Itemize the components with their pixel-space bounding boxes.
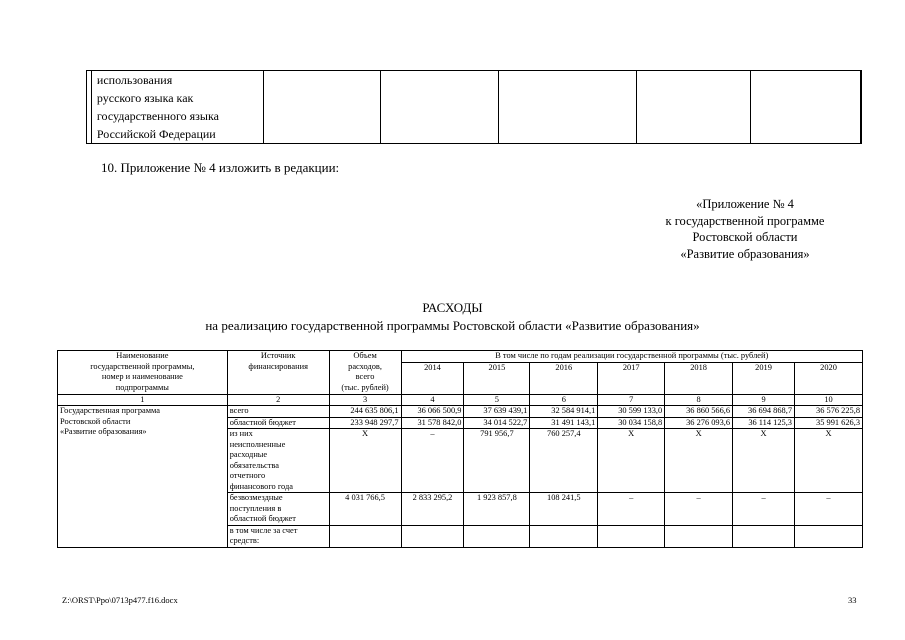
value-cell: Х [665,429,733,493]
table-cell [636,71,751,144]
header-text-line: номер и наименование [101,372,183,381]
appendix-line: к государственной программе [665,213,825,228]
previous-table-fragment [86,70,862,144]
header-text-line: всего [355,372,375,381]
table-cell [498,71,636,144]
table-cell [751,71,861,144]
value-cell [401,525,464,547]
value-cell: Х [598,429,665,493]
cell-text-line: использования [96,73,173,87]
table-cell [861,71,862,144]
header-text-line: расходов, [348,361,382,371]
column-number-cell: 6 [530,394,598,406]
value-cell: 1 923 857,8 [464,493,530,526]
source-cell: всего [227,406,329,418]
header-year-cell: 2019 [733,362,795,394]
source-text-line: обязательства [229,460,279,470]
value-cell [464,525,530,547]
value-cell [665,525,733,547]
value-cell: 36 576 225,8 [795,406,863,418]
header-text-line: Объем [353,351,377,360]
column-numbers-row [58,394,863,406]
total-cell: 4 031 766,5 [329,493,401,526]
document-title: РАСХОДЫ [422,300,483,315]
value-cell: 31 491 143,1 [530,417,598,429]
table-cell [263,71,380,144]
program-name-cell [58,406,228,548]
header-row [58,351,863,363]
document-subtitle: на реализацию государственной программы Ростовской области «Развитие образования» [205,318,700,333]
header-text-line: государственной программы, [90,361,195,371]
source-text-line: финансового года [229,481,293,491]
header-source-cell [227,351,329,395]
footer-file-path: Z:\ORST\Ppo\0713p477.f16.docx [62,595,178,605]
table-cell-name [91,71,263,144]
header-volume-cell [329,351,401,395]
column-number-cell: 8 [665,394,733,406]
value-cell: – [795,493,863,526]
column-number-cell: 2 [227,394,329,406]
source-text-line: в том числе за счет [229,525,298,535]
column-number-cell: 5 [464,394,530,406]
source-text-line: поступления в [229,503,282,513]
value-cell: 36 860 566,6 [665,406,733,418]
header-year-cell: 2018 [665,362,733,394]
source-text-line: расходные [229,450,268,459]
value-cell: 2 833 295,2 [401,493,464,526]
column-number-cell: 7 [598,394,665,406]
appendix-line: «Развитие образования» [680,246,810,261]
total-cell [329,525,401,547]
source-cell: областной бюджет [227,417,329,429]
header-years-caption: В том числе по годам реализации государственной программы (тыс. рублей) [401,351,863,363]
value-cell: Х [733,429,795,493]
value-cell: 35 991 626,3 [795,417,863,429]
header-year-cell: 2015 [464,362,530,394]
header-year-cell: 2017 [598,362,665,394]
header-year-cell: 2020 [795,362,863,394]
value-cell: – [401,429,464,493]
value-cell: 791 956,7 [464,429,530,493]
header-text-line: подпрограммы [115,382,169,392]
table-row [58,406,863,418]
total-cell: 233 948 297,7 [329,417,401,429]
column-number-cell: 10 [795,394,863,406]
value-cell: 36 066 500,9 [401,406,464,418]
value-cell: 36 114 125,3 [733,417,795,429]
header-year-cell: 2016 [530,362,598,394]
source-text-line: областной бюджет [229,514,296,523]
value-cell: 34 014 522,7 [464,417,530,429]
value-cell: 760 257,4 [530,429,598,493]
source-text-line: из них [229,429,253,438]
source-text-line: неисполненные [229,439,286,449]
header-year-cell: 2014 [401,362,464,394]
value-cell: 37 639 439,1 [464,406,530,418]
appendix-line: Ростовской области [692,230,798,244]
cell-text-line: русского языка как [96,91,194,105]
value-cell: 32 584 914,1 [530,406,598,418]
source-text-line: средств: [229,536,260,545]
header-text-line: Наименование [116,351,169,360]
column-number-cell: 3 [329,394,401,406]
program-name-line: Государственная программа [60,406,161,415]
source-cell [227,493,329,526]
table-cell [381,71,498,144]
header-text-line: финансирования [248,361,308,371]
value-cell: Х [795,429,863,493]
header-text-line: Источник [260,351,296,360]
appendix-line: «Приложение № 4 [696,197,794,211]
source-cell [227,429,329,493]
column-number-cell: 4 [401,394,464,406]
value-cell [733,525,795,547]
header-name-cell [58,351,228,395]
value-cell: 36 694 868,7 [733,406,795,418]
value-cell: 30 599 133,0 [598,406,665,418]
program-name-line: Ростовской области [60,416,131,426]
value-cell: – [733,493,795,526]
value-cell: – [665,493,733,526]
total-cell: 244 635 806,1 [329,406,401,418]
expenses-table [57,350,863,548]
source-text-line: безвозмездные [229,493,283,502]
value-cell [598,525,665,547]
page-number: 33 [848,595,857,605]
value-cell: 108 241,5 [530,493,598,526]
appendix-reference [580,196,905,262]
header-text-line: (тыс. рублей) [341,382,389,392]
value-cell: 30 034 158,8 [598,417,665,429]
source-text-line: отчетного [229,471,266,480]
source-cell [227,525,329,547]
amendment-paragraph: 10. Приложение № 4 изложить в редакции: [101,160,340,175]
value-cell: 36 276 093,6 [665,417,733,429]
value-cell: – [598,493,665,526]
column-number-cell: 9 [733,394,795,406]
value-cell [795,525,863,547]
column-number-cell: 1 [58,394,228,406]
cell-text-line: государственного языка [96,109,219,123]
value-cell [530,525,598,547]
program-name-line: «Развитие образования» [60,427,147,436]
value-cell: 31 578 842,0 [401,417,464,429]
cell-text-line: Российской Федерации [96,127,216,141]
total-cell: Х [329,429,401,493]
